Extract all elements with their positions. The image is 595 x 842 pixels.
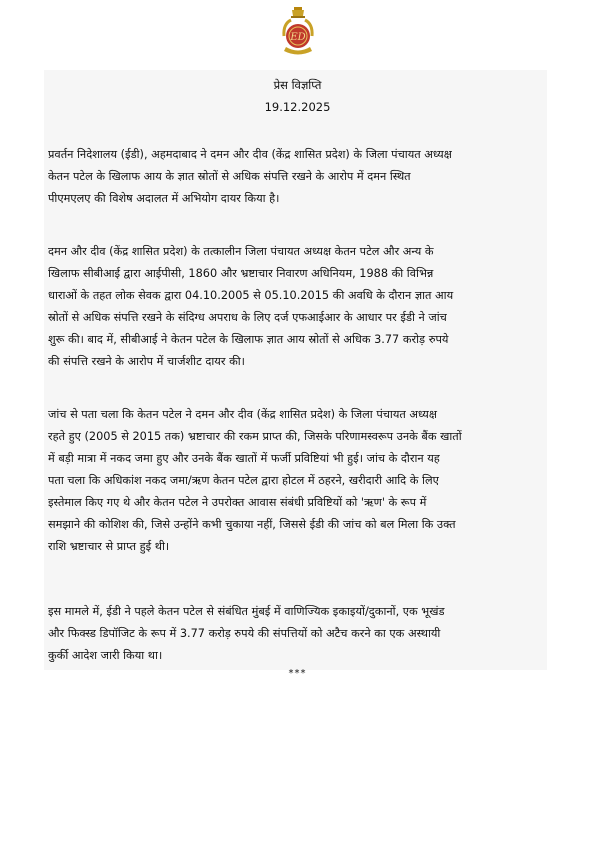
svg-text:ED: ED [290,32,306,43]
ed-emblem-icon [277,6,319,58]
paragraph-2: दमन और दीव (केंद्र शासित प्रदेश) के तत्कालीन जिला पंचायत अध्यक्ष केतन पटेल और अन्य के खिलाफ सीबीआई द्वारा आईपीसी, 1860 और भ्रष्टाचार निवारण अधिनियम, 1988 की विभिन्न धाराओं के तहत लोक सेवक द्वारा 04.10.2005 से 05.10.2015 की अवधि के दौरान ज्ञात आय स्रोतों से अधिक संपत्ति रखने के संदिग्ध अपराध के लिए दर्ज एफआईआर के आधार पर ईडी ने जांच शुरू की। बाद में, सीबीआई ने केतन पटेल के खिलाफ ज्ञात आय स्रोतों से अधिक 3.77 करोड़ रुपये की संपत्ति रखने के आरोप में चार्जशीट दायर की। [48,245,454,368]
press-release-title: प्रेस विज्ञप्ति [273,78,322,92]
paragraph-4: इस मामले में, ईडी ने पहले केतन पटेल से संबंधित मुंबई में वाणिज्यिक इकाइयों/दुकानों, एक भूखंड और फिक्स्ड डिपॉजिट के रूप में 3.77 करोड़ रुपये की संपत्तियों को अटैच करने का एक अस्थायी कुर्की आदेश जारी किया था। [48,605,445,662]
end-mark: *** [288,668,307,679]
press-release-date: 19.12.2025 [264,100,331,114]
paragraph-3: जांच से पता चला कि केतन पटेल ने दमन और दीव (केंद्र शासित प्रदेश) के जिला पंचायत अध्यक्ष रहते हुए (2005 से 2015 तक) भ्रष्टाचार की रकम प्राप्त की, जिसके परिणामस्वरूप उनके बैंक खातों में बड़ी मात्रा में नकद जमा हुए और उनके बैंक खातों में फर्जी प्रविष्टियां भी हुई। जांच के दौरान यह पता चला कि अधिकांश नकद जमा/ऋण केतन पटेल द्वारा होटल में ठहरने, खरीदारी आदि के लिए इस्तेमाल किए गए थे और केतन पटेल ने उपरोक्त आवास संबंधी प्रविष्टियों को 'ऋण' के रूप में समझाने की कोशिश की, जिसे उन्होंने कभी चुकाया नहीं, जिससे ईडी की जांच को बल मिला कि उक्त राशि भ्रष्टाचार से प्राप्त हुई थी। [48,408,462,553]
paragraph-1: प्रवर्तन निदेशालय (ईडी), अहमदाबाद ने दमन और दीव (केंद्र शासित प्रदेश) के जिला पंचायत अध्यक्ष केतन पटेल के खिलाफ आय के ज्ञात स्रोतों से अधिक संपत्ति रखने के आरोप में दमन स्थित पीएमएलए की विशेष अदालत में अभियोग दायर किया है। [48,148,452,205]
